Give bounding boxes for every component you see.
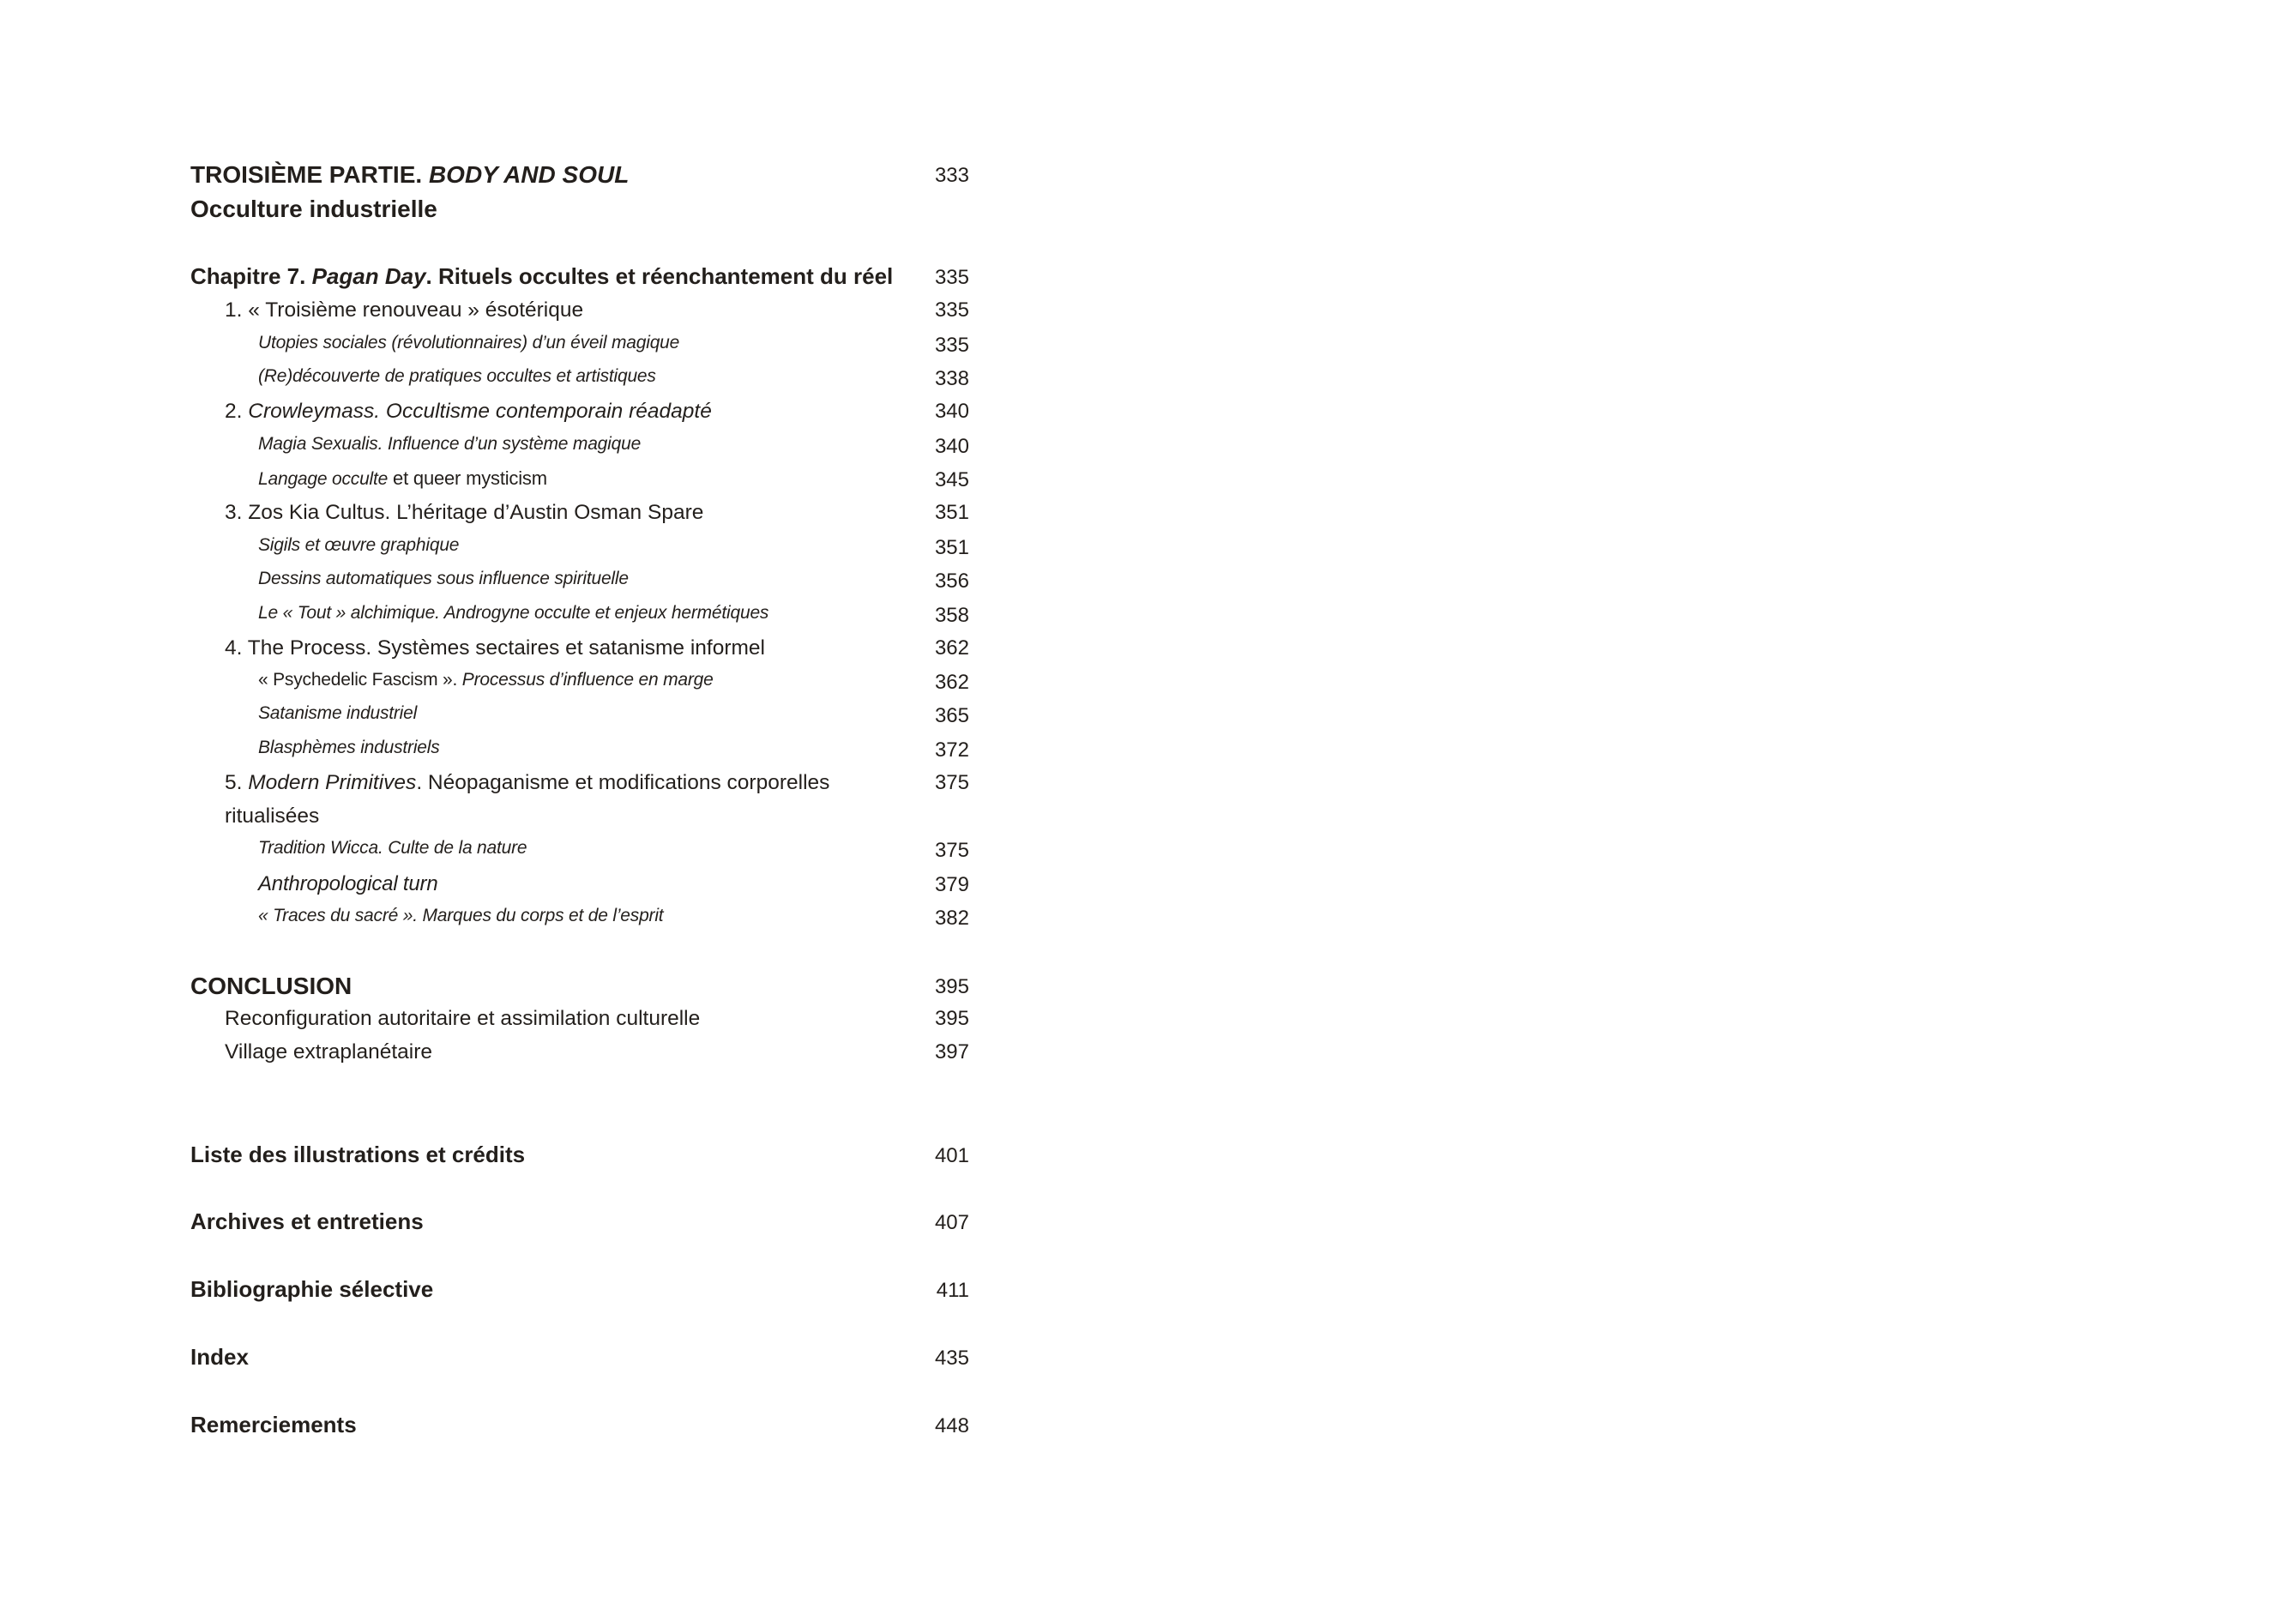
page-number: 448 bbox=[934, 1414, 969, 1437]
section-title: Reconfiguration autoritaire et assimilation culturelle bbox=[225, 1007, 701, 1030]
conclusion-heading bbox=[190, 973, 969, 1007]
page-number: 351 bbox=[934, 501, 969, 524]
page-number: 401 bbox=[934, 1144, 969, 1167]
toc-section bbox=[190, 1040, 969, 1075]
section-title-italic: Modern Primitives bbox=[248, 771, 417, 794]
subsection-title-italic: Processus d’influence en marge bbox=[461, 670, 714, 690]
page-number: 335 bbox=[934, 334, 969, 357]
part-title-italic: BODY AND SOUL bbox=[428, 161, 630, 188]
toc-section bbox=[190, 400, 969, 434]
page-number: 407 bbox=[934, 1211, 969, 1234]
back-matter-title: Archives et entretiens bbox=[190, 1208, 424, 1234]
chapter-prefix: Chapitre 7. bbox=[190, 263, 312, 289]
subsection-title: Magia Sexualis. Influence d’un système magique bbox=[258, 434, 642, 454]
page-number: 395 bbox=[934, 975, 969, 998]
section-title: Zos Kia Cultus. L’héritage d’Austin Osman Spare bbox=[248, 501, 704, 524]
back-matter-entry bbox=[190, 1208, 969, 1243]
subsection-title: (Re)découverte de pratiques occultes et artistiques bbox=[258, 366, 656, 386]
section-number: 5. bbox=[225, 771, 249, 794]
page-number: 340 bbox=[934, 400, 969, 423]
toc-section bbox=[190, 501, 969, 535]
subsection-title: Sigils et œuvre graphique bbox=[258, 535, 460, 555]
section-title: « Troisième renouveau » ésotérique bbox=[248, 298, 584, 322]
toc-subsection bbox=[190, 535, 969, 569]
page-number: 365 bbox=[934, 704, 969, 727]
page-number: 395 bbox=[934, 1007, 969, 1030]
part-title-prefix: TROISIÈME PARTIE. bbox=[190, 161, 429, 188]
toc-section bbox=[190, 298, 969, 333]
page-number: 345 bbox=[934, 468, 969, 491]
toc-subsection bbox=[190, 603, 969, 637]
page-number: 379 bbox=[934, 873, 969, 896]
page-number: 340 bbox=[934, 435, 969, 458]
toc-subsection bbox=[190, 703, 969, 738]
chapter-italic: Pagan Day bbox=[311, 263, 426, 289]
page-number: 435 bbox=[934, 1347, 969, 1370]
chapter-heading bbox=[190, 263, 969, 298]
back-matter-title: Remerciements bbox=[190, 1412, 357, 1437]
section-title-continuation: ritualisées bbox=[225, 804, 320, 828]
page-number: 362 bbox=[934, 671, 969, 694]
back-matter-title: Index bbox=[190, 1344, 249, 1370]
part-subtitle-row bbox=[190, 196, 969, 230]
back-matter-entry bbox=[190, 1344, 969, 1378]
subsection-title: Satanisme industriel bbox=[258, 703, 418, 723]
page-number: 356 bbox=[934, 569, 969, 593]
subsection-title-plain: « Psychedelic Fascism ». bbox=[258, 670, 462, 690]
toc-section bbox=[190, 636, 969, 671]
page-number: 335 bbox=[934, 266, 969, 289]
subsection-title: Le « Tout » alchimique. Androgyne occulte et enjeux hermétiques bbox=[258, 603, 769, 623]
toc-section bbox=[190, 771, 969, 805]
back-matter-entry bbox=[190, 1276, 969, 1311]
toc-subsection bbox=[190, 366, 969, 401]
toc-section-continuation bbox=[190, 804, 969, 839]
back-matter-entry bbox=[190, 1412, 969, 1446]
page-number: 375 bbox=[934, 771, 969, 794]
toc-subsection bbox=[190, 333, 969, 367]
section-number: 4. bbox=[225, 636, 248, 660]
subsection-title-plain: et queer mysticism bbox=[388, 467, 547, 489]
subsection-title: Blasphèmes industriels bbox=[258, 738, 440, 757]
toc-subsection bbox=[190, 434, 969, 468]
toc-subsection bbox=[190, 569, 969, 603]
section-title: Crowleymass. Occultisme contemporain réadapté bbox=[248, 400, 712, 423]
page-number: 351 bbox=[934, 536, 969, 559]
back-matter-title: Liste des illustrations et crédits bbox=[190, 1142, 526, 1167]
page-number: 375 bbox=[934, 839, 969, 862]
subsection-title: Utopies sociales (révolutionnaires) d’un éveil magique bbox=[258, 333, 680, 353]
toc-subsection bbox=[190, 467, 969, 502]
toc-subsection bbox=[190, 670, 969, 704]
subsection-title-italic: Langage occulte bbox=[258, 469, 389, 489]
part-subtitle: Occulture industrielle bbox=[190, 196, 437, 222]
part-heading bbox=[190, 161, 969, 196]
subsection-title: Anthropological turn bbox=[258, 872, 438, 895]
page-number: 382 bbox=[934, 907, 969, 930]
subsection-title: « Traces du sacré ». Marques du corps et de l’esprit bbox=[258, 906, 664, 925]
section-title: The Process. Systèmes sectaires et satanisme informel bbox=[247, 636, 765, 660]
toc-subsection bbox=[190, 872, 969, 907]
page-number: 333 bbox=[934, 164, 969, 187]
toc-subsection bbox=[190, 738, 969, 772]
toc-section bbox=[190, 1007, 969, 1041]
subsection-title: Dessins automatiques sous influence spirituelle bbox=[258, 569, 629, 588]
page-number: 358 bbox=[934, 604, 969, 627]
section-number: 3. bbox=[225, 501, 249, 524]
page-number: 338 bbox=[934, 367, 969, 390]
page-number: 411 bbox=[936, 1279, 969, 1302]
page-number: 335 bbox=[934, 298, 969, 322]
back-matter-entry bbox=[190, 1142, 969, 1176]
toc-subsection bbox=[190, 838, 969, 872]
toc-subsection bbox=[190, 906, 969, 940]
section-number: 2. bbox=[225, 400, 249, 423]
subsection-title: Tradition Wicca. Culte de la nature bbox=[258, 838, 527, 858]
chapter-suffix: . Rituels occultes et réenchantement du réel bbox=[425, 263, 894, 289]
section-title: Village extraplanétaire bbox=[225, 1040, 432, 1064]
page-number: 397 bbox=[934, 1040, 969, 1064]
section-title: . Néopaganisme et modifications corporelles bbox=[416, 771, 830, 794]
back-matter-title: Bibliographie sélective bbox=[190, 1276, 434, 1302]
page-number: 372 bbox=[934, 738, 969, 762]
page-number: 362 bbox=[934, 636, 969, 660]
conclusion-title: CONCLUSION bbox=[190, 973, 353, 999]
section-number: 1. bbox=[225, 298, 249, 322]
